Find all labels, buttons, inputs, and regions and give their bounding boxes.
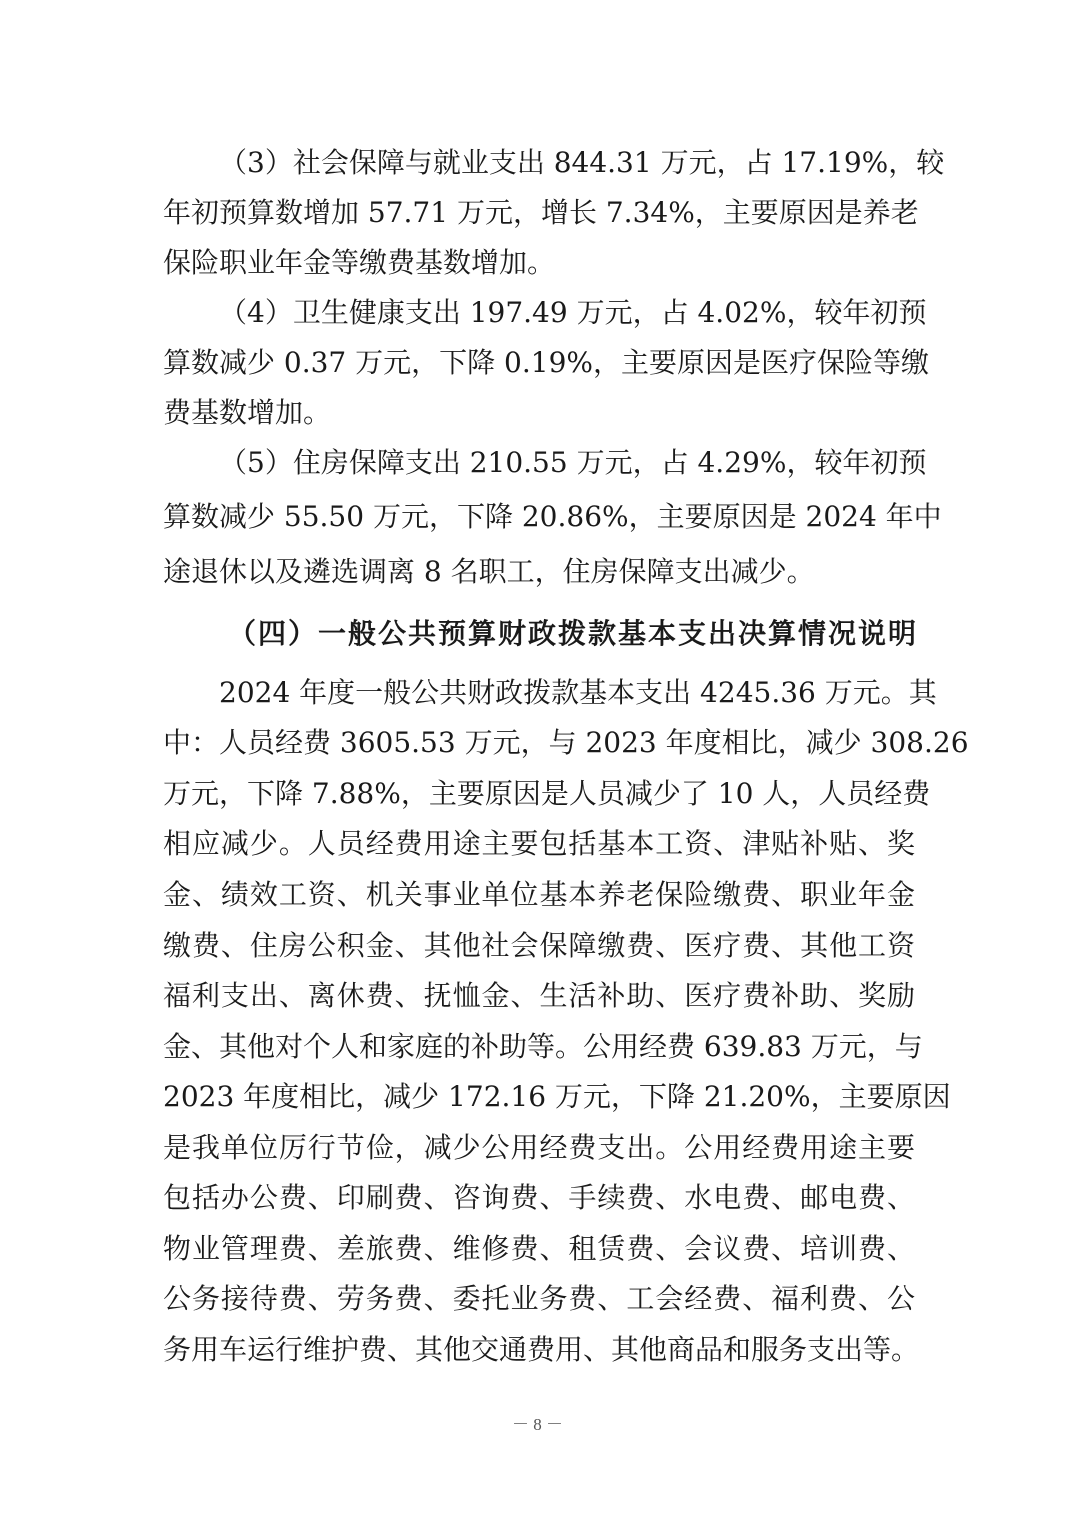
paragraph-line: 算数减少 0.37 万元，下降 0.19%，主要原因是医疗保险等缴 bbox=[163, 346, 929, 379]
paragraph-line: （5）住房保障支出 210.55 万元，占 4.29%，较年初预 bbox=[219, 446, 927, 479]
paragraph-line: 金、其他对个人和家庭的补助等。公用经费 639.83 万元，与 bbox=[163, 1030, 923, 1063]
paragraph-line: 是我单位厉行节俭，减少公用经费支出。公用经费用途主要 bbox=[163, 1131, 915, 1164]
paragraph-line: 公务接待费、劳务费、委托业务费、工会经费、福利费、公 bbox=[163, 1282, 915, 1315]
paragraph-line: 缴费、住房公积金、其他社会保障缴费、医疗费、其他工资 bbox=[163, 929, 915, 962]
paragraph-line: 包括办公费、印刷费、咨询费、手续费、水电费、邮电费、 bbox=[163, 1181, 915, 1214]
paragraph-line: 相应减少。人员经费用途主要包括基本工资、津贴补贴、奖 bbox=[163, 827, 915, 860]
paragraph-line: 务用车运行维护费、其他交通费用、其他商品和服务支出等。 bbox=[163, 1333, 920, 1366]
paragraph-line: 途退休以及遴选调离 8 名职工，住房保障支出减少。 bbox=[163, 555, 815, 588]
paragraph-line: 物业管理费、差旅费、维修费、租赁费、会议费、培训费、 bbox=[163, 1232, 915, 1265]
page-number: － 8 － bbox=[512, 1415, 563, 1434]
paragraph-line: （4）卫生健康支出 197.49 万元，占 4.02%，较年初预 bbox=[219, 296, 927, 329]
paragraph-line: 金、绩效工资、机关事业单位基本养老保险缴费、职业年金 bbox=[163, 878, 915, 911]
section-heading: （四）一般公共预算财政拨款基本支出决算情况说明 bbox=[228, 617, 916, 650]
paragraph-line: 福利支出、离休费、抚恤金、生活补助、医疗费补助、奖励 bbox=[163, 979, 915, 1012]
paragraph-line: （3）社会保障与就业支出 844.31 万元，占 17.19%，较 bbox=[219, 146, 945, 179]
paragraph-line: 2023 年度相比，减少 172.16 万元，下降 21.20%，主要原因 bbox=[163, 1080, 951, 1113]
paragraph-line: 保险职业年金等缴费基数增加。 bbox=[163, 246, 556, 279]
paragraph-line: 中：人员经费 3605.53 万元，与 2023 年度相比，减少 308.26 bbox=[163, 726, 969, 759]
paragraph-line: 算数减少 55.50 万元，下降 20.86%，主要原因是 2024 年中 bbox=[163, 500, 942, 533]
paragraph-line: 年初预算数增加 57.71 万元，增长 7.34%，主要原因是养老 bbox=[163, 196, 919, 229]
paragraph-line: 2024 年度一般公共财政拨款基本支出 4245.36 万元。其 bbox=[219, 676, 937, 709]
paragraph-line: 费基数增加。 bbox=[163, 396, 332, 429]
paragraph-line: 万元，下降 7.88%，主要原因是人员减少了 10 人，人员经费 bbox=[163, 777, 931, 810]
